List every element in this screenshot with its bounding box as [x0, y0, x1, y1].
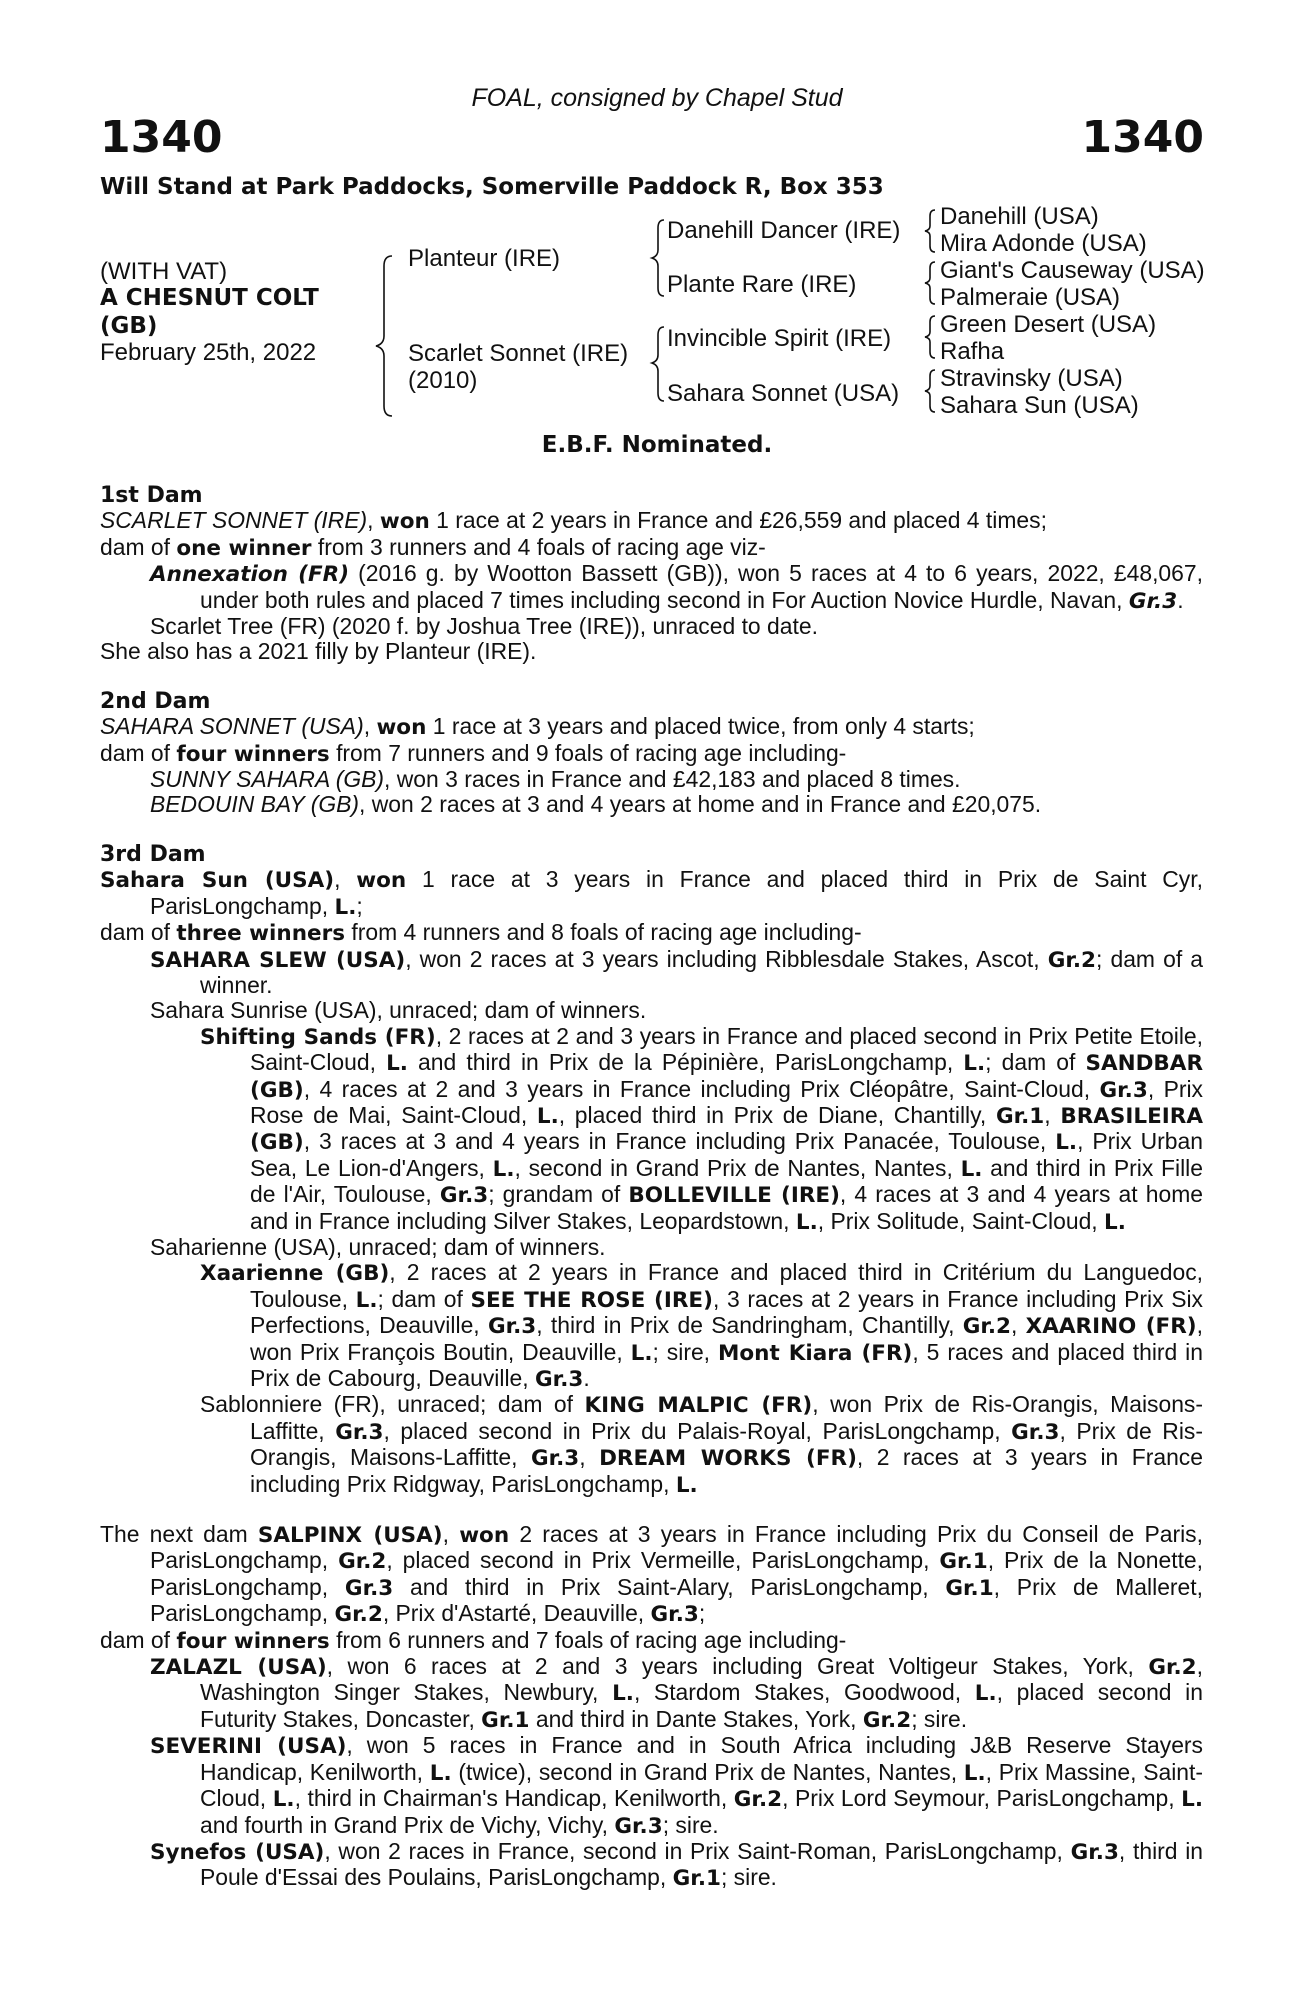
- pedigree-g1: Danehill (USA): [940, 203, 1099, 230]
- third-dam-produce-a: SAHARA SLEW (USA), won 2 races at 3 years including Ribblesdale Stakes, Ascot, Gr.2; dam of a winner.: [150, 945, 1203, 998]
- pedigree-g5: Green Desert (USA): [940, 311, 1157, 338]
- third-dam-grandproduce-c2: Sablonniere (FR), unraced; dam of KING MALPIC (FR), won Prix de Ris-Orangis, Maisons-Laffitte, Gr.3, placed second in Prix du Palais-Royal, ParisLongchamp, Gr.3, Prix de Ris-Orangis, Maisons-Laffitte, Gr.3, DREAM WORKS (FR), 2 races at 3 years in France including Prix Ridgway, ParisLongchamp, L.: [200, 1391, 1204, 1498]
- lot-number-right: 1340: [1081, 112, 1204, 163]
- pedigree-dam-year: (2010): [408, 367, 478, 394]
- first-dam-produce-2: Scarlet Tree (FR) (2020 f. by Joshua Tree (IRE)), unraced to date.: [150, 613, 818, 640]
- ebf-nominated: E.B.F. Nominated.: [541, 432, 773, 458]
- pedigree-g7: Stravinsky (USA): [940, 365, 1123, 392]
- first-dam-produce-1: Annexation (FR) (2016 g. by Wootton Bassett (GB)), won 5 races at 4 to 6 years, 2022, £48,067, under both rules and placed 7 times including second in For Auction Novice Hurdle, Navan, Gr.3.: [150, 560, 1203, 614]
- second-dam-name: SAHARA SONNET (USA): [100, 713, 364, 740]
- pedigree-dam-dam: Sahara Sonnet (USA): [667, 380, 900, 407]
- vat-status: (WITH VAT): [100, 258, 228, 285]
- third-dam-name: Sahara Sun (USA): [100, 868, 335, 894]
- catalogue-body: [100, 483, 1203, 1892]
- next-dam-produce-synefos: Synefos (USA), won 2 races in France, second in Prix Saint-Roman, ParisLongchamp, Gr.3, third in Poule d'Essai des Poulains, ParisLongchamp, Gr.1; sire.: [150, 1837, 1204, 1892]
- second-dam-produce-1: SUNNY SAHARA (GB), won 3 races in France and £42,183 and placed 8 times.: [150, 766, 961, 793]
- foaling-date: February 25th, 2022: [100, 339, 317, 366]
- pedigree-dam-sire: Invincible Spirit (IRE): [667, 325, 892, 352]
- pedigree-g4: Palmeraie (USA): [940, 284, 1121, 311]
- third-dam-grandproduce-b1: Shifting Sands (FR), 2 races at 2 and 3 years in France and placed second in Prix Petite Etoile, Saint-Cloud, L. and third in Prix de la Pépinière, ParisLongchamp, L.; dam of SANDBAR (GB), 4 races at 2 and 3 years in France including Prix Cléopâtre, Saint-Cloud, Gr.3, Prix Rose de Mai, Saint-Cloud, L., placed third in Prix de Diane, Chantilly, Gr.1, BRASILEIRA (GB), 3 races at 3 and 4 years in France including Prix Panacée, Toulouse, L., Prix Urban Sea, Le Lion-d'Angers, L., second in Grand Prix de Nantes, Nantes, L. and third in Prix Fille de l'Air, Toulouse, Gr.3; grandam of BOLLEVILLE (IRE), 4 races at 3 and 4 years at home and in France including Silver Stakes, Leopardstown, L., Prix Solitude, Saint-Cloud, L.: [200, 1022, 1204, 1235]
- consignment-line: FOAL, consigned by Chapel Stud: [471, 84, 843, 112]
- third-dam-record: Sahara Sun (USA), won 1 race at 3 years in France and placed third in Prix de Saint Cyr, ParisLongchamp, L.;: [100, 866, 1203, 920]
- pedigree-g2: Mira Adonde (USA): [940, 230, 1147, 257]
- pedigree-sire: Planteur (IRE): [408, 245, 561, 272]
- third-dam-produce-c: Saharienne (USA), unraced; dam of winners.: [150, 1233, 606, 1260]
- first-dam-heading: 1st Dam: [100, 483, 203, 508]
- pedigree-g3: Giant's Causeway (USA): [940, 257, 1205, 284]
- pedigree-sire-sire: Danehill Dancer (IRE): [667, 217, 901, 244]
- stand-location: Will Stand at Park Paddocks, Somerville Paddock R, Box 353: [100, 174, 884, 200]
- third-dam-produce-summary: dam of three winners from 4 runners and 8 foals of racing age including-: [100, 919, 862, 947]
- colt-name-line1: A CHESNUT COLT: [100, 285, 319, 311]
- next-dam-produce-summary: dam of four winners from 6 runners and 7 foals of racing age including-: [100, 1626, 847, 1654]
- next-dam-record: The next dam SALPINX (USA), won 2 races at 3 years in France including Prix du Conseil de Paris, ParisLongchamp, Gr.2, placed second in Prix Vermeille, ParisLongchamp, Gr.1, Prix de la Nonette, ParisLongchamp, Gr.3 and third in Prix Saint-Alary, ParisLongchamp, Gr.1, Prix de Malleret, ParisLongchamp, Gr.2, Prix d'Astarté, Deauville, Gr.3;: [100, 1521, 1204, 1628]
- first-dam-also: She also has a 2021 filly by Planteur (IRE).: [100, 638, 537, 665]
- third-dam-heading: 3rd Dam: [100, 841, 206, 867]
- second-dam-heading: 2nd Dam: [100, 688, 211, 714]
- first-dam-produce-summary: dam of one winner from 3 runners and 4 foals of racing age viz-: [100, 533, 766, 561]
- pedigree-g6: Rafha: [940, 338, 1005, 365]
- pedigree-dam: Scarlet Sonnet (IRE): [408, 340, 629, 367]
- lot-number-left: 1340: [100, 112, 223, 163]
- first-dam-record: SCARLET SONNET (IRE), won 1 race at 2 years in France and £26,559 and placed 4 times;: [100, 507, 1047, 535]
- third-dam-grandproduce-c1: Xaarienne (GB), 2 races at 2 years in France and placed third in Critérium du Languedoc, Toulouse, L.; dam of SEE THE ROSE (IRE), 3 races at 2 years in France including Prix Six Perfections, Deauville, Gr.3, third in Prix de Sandringham, Chantilly, Gr.2, XAARINO (FR), won Prix François Boutin, Deauville, L.; sire, Mont Kiara (FR), 5 races and placed third in Prix de Cabourg, Deauville, Gr.3.: [200, 1259, 1204, 1392]
- second-dam-record: SAHARA SONNET (USA), won 1 race at 3 years and placed twice, from only 4 starts;: [100, 713, 975, 741]
- pedigree-sire-dam: Plante Rare (IRE): [667, 271, 857, 298]
- next-dam-name: SALPINX (USA): [257, 1523, 443, 1549]
- next-dam-produce-severini: SEVERINI (USA), won 5 races in France and in South Africa including J&B Reserve Stayers Handicap, Kenilworth, L. (twice), second in Grand Prix de Nantes, Nantes, L., Prix Massine, Saint-Cloud, L., third in Chairman's Handicap, Kenilworth, Gr.2, Prix Lord Seymour, ParisLongchamp, L. and fourth in Grand Prix de Vichy, Vichy, Gr.3; sire.: [150, 1732, 1204, 1839]
- second-dam-produce-2: BEDOUIN BAY (GB), won 2 races at 3 and 4 years at home and in France and £20,075.: [150, 791, 1042, 818]
- first-dam-name: SCARLET SONNET (IRE): [100, 507, 368, 534]
- pedigree-g8: Sahara Sun (USA): [940, 392, 1139, 419]
- next-dam-produce-zalazl: ZALAZL (USA), won 6 races at 2 and 3 years including Great Voltigeur Stakes, York, Gr.2, Washington Singer Stakes, Newbury, L., Stardom Stakes, Goodwood, L., placed second in Futurity Stakes, Doncaster, Gr.1 and third in Dante Stakes, York, Gr.2; sire.: [150, 1653, 1204, 1733]
- colt-name-line2: (GB): [100, 313, 158, 339]
- second-dam-produce-summary: dam of four winners from 7 runners and 9 foals of racing age including-: [100, 739, 847, 767]
- third-dam-produce-b: Sahara Sunrise (USA), unraced; dam of winners.: [150, 997, 647, 1024]
